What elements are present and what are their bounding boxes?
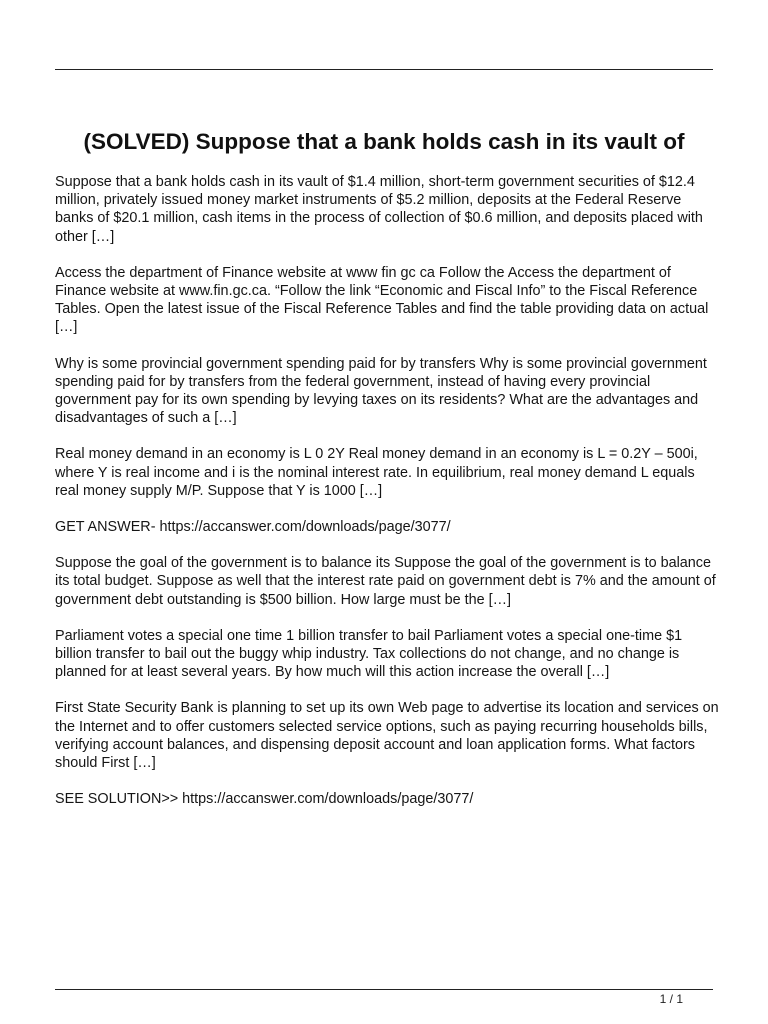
paragraph-parliament-transfer: Parliament votes a special one time 1 billion transfer to bail Parliament votes a special one-time $1 billion transfer to bail out the buggy whip industry. Tax collections do not change, and no change is planned for at least several years. By how much will this action increase the overall […]	[55, 627, 683, 681]
top-divider	[55, 69, 713, 70]
paragraph-see-solution-link: SEE SOLUTION>> https://accanswer.com/downloads/page/3077/	[55, 791, 474, 808]
paragraph-get-answer-link: GET ANSWER- https://accanswer.com/downloads/page/3077/	[55, 519, 451, 536]
paragraph-security-bank-web: First State Security Bank is planning to set up its own Web page to advertise its location and services on the Internet and to offer customers selected service options, such as paying recurring households bills, verifying account balances, and dispensing deposit account and loan application forms. What factors should First […]	[55, 700, 719, 772]
paragraph-balance-budget: Suppose the goal of the government is to balance its Suppose the goal of the government is to balance its total budget. Suppose as well that the interest rate paid on government debt is 7% and the amount of government debt outstanding is $500 billion. How large must be the […]	[55, 555, 716, 608]
paragraph-provincial-spending: Why is some provincial government spending paid for by transfers Why is some provincial government spending paid for by transfers from the federal government, instead of having every provincial government pay for its own spending by levying taxes on its residents? What are the advantages and disadvantages of such a […]	[55, 355, 707, 427]
page-number: 1 / 1	[659, 992, 683, 1006]
bottom-divider	[55, 989, 713, 990]
document-body	[55, 173, 719, 826]
document-title: (SOLVED) Suppose that a bank holds cash in its vault of	[83, 129, 685, 154]
paragraph-finance-website: Access the department of Finance website at www fin gc ca Follow the Access the department of Finance website at www.fin.gc.ca. “Follow the link “Economic and Fiscal Info” to the Fiscal Reference Tables. Open the latest issue of the Fiscal Reference Tables and find the table providing data on actual […]	[55, 264, 709, 336]
paragraph-money-demand: Real money demand in an economy is L 0 2Y Real money demand in an economy is L = 0.2Y – 500i, where Y is real income and i is the nominal interest rate. In equilibrium, real money demand L equals real money supply M/P. Suppose that Y is 1000 […]	[55, 446, 698, 499]
paragraph-bank-cash-vault: Suppose that a bank holds cash in its vault of $1.4 million, short-term government securities of $12.4 million, privately issued money market instruments of $5.2 million, deposits at the Federal Reserve banks of $20.1 million, cash items in the process of collection of $0.6 million, and deposits placed with other […]	[55, 174, 703, 245]
